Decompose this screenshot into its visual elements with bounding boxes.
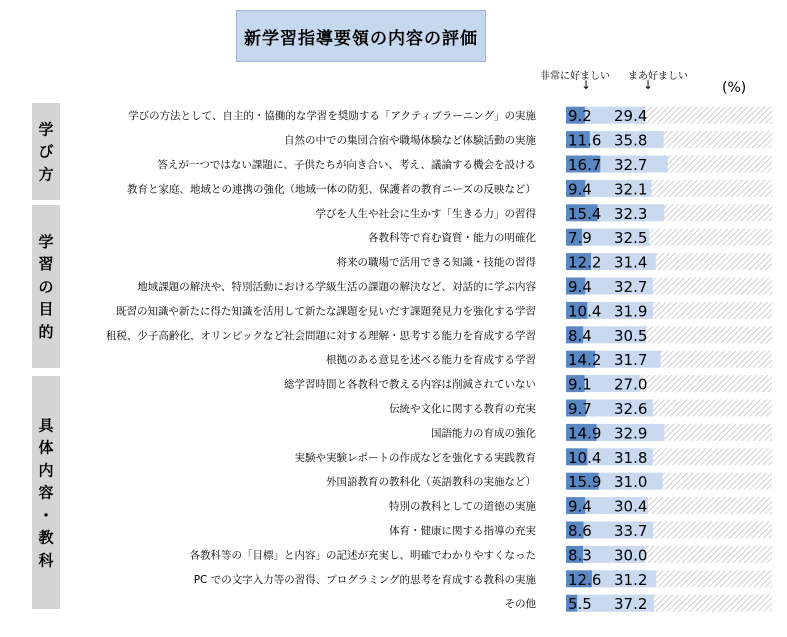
chart-title: 新学習指導要領の内容の評価 <box>236 10 486 62</box>
data-label-series2: 31.4 <box>614 253 648 272</box>
group-char: 内 <box>38 460 54 479</box>
legend-series1-label: 非常に好ましい <box>540 71 610 82</box>
group-char: の <box>38 277 54 296</box>
group-char: 具 <box>38 415 54 434</box>
legend-series2-arrow: ↓ <box>643 78 654 92</box>
category-label: 体育・健康に関する指導の充実 <box>389 525 536 537</box>
category-label: 教育と家庭、地域との連携の強化（地域一体の防犯、保護者の教育ニーズの反映など） <box>127 183 536 196</box>
category-label: 各教科等の「目標」と内容」の記述が充実し、明確でわかりやすくなった <box>189 549 536 562</box>
group-char: 科 <box>38 550 54 569</box>
data-label-series1: 10.4 <box>568 302 602 321</box>
data-label-series1: 8.4 <box>568 326 592 345</box>
category-label: 租税、少子高齢化、オリンピックなど社会問題に対する理解・思考する能力を育成する学習 <box>105 329 536 342</box>
category-label: 学びを人生や社会に生かす「生きる力」の習得 <box>315 207 536 220</box>
data-label-series1: 15.9 <box>568 473 602 492</box>
data-label-series2: 31.2 <box>614 570 648 589</box>
data-label-series2: 30.0 <box>614 546 648 565</box>
category-label: 実験や実験レポートの作成などを強化する実践教育 <box>294 451 536 464</box>
group-char: 習 <box>38 254 54 273</box>
category-label: 既習の知識や新たに得た知識を活用して新たな課題を見いだす課題発見力を強化する学習 <box>116 305 536 318</box>
data-label-series2: 37.2 <box>614 595 648 614</box>
category-label: 答えが一つではない課題に、子供たちが向き合い、考え、議論する機会を設ける <box>157 159 536 171</box>
data-label-series2: 32.7 <box>614 278 648 296</box>
data-label-series1: 9.2 <box>568 107 592 126</box>
category-label: 伝統や文化に関する教育の充実 <box>389 403 536 415</box>
category-label: その他 <box>504 598 536 611</box>
data-label-series1: 8.6 <box>568 522 592 540</box>
group-char: 目 <box>38 299 54 318</box>
data-label-series1: 9.7 <box>568 400 592 418</box>
category-label: 各教科等で育む資質・能力の明確化 <box>368 232 536 245</box>
data-label-series2: 32.7 <box>614 156 648 174</box>
category-label: 特別の教科としての道徳の実施 <box>389 500 536 513</box>
data-label-series2: 29.4 <box>614 107 648 126</box>
data-label-series2: 31.8 <box>614 448 648 467</box>
category-label: 自然の中での集団合宿や職場体験など体験活動の実施 <box>284 134 536 147</box>
data-label-series2: 31.0 <box>614 473 648 492</box>
data-label-series2: 31.7 <box>614 351 648 370</box>
category-label: 国語能力の育成の強化 <box>431 427 536 440</box>
data-label-series1: 14.9 <box>568 424 602 443</box>
category-label: 学びの方法として、自主的・協働的な学習を奨励する「アクティブラーニング」の実施 <box>128 110 536 123</box>
data-label-series1: 12.2 <box>568 253 602 272</box>
data-label-series2: 31.9 <box>614 302 648 321</box>
data-label-series2: 35.8 <box>614 131 648 150</box>
group-char: ・ <box>38 505 54 524</box>
data-label-series1: 16.7 <box>568 156 602 174</box>
category-label: 根拠のある意見を述べる能力を育成する学習 <box>326 354 536 367</box>
group-char: 的 <box>38 322 54 341</box>
data-label-series2: 32.9 <box>614 424 648 443</box>
unit-label: (%) <box>722 80 747 96</box>
data-label-series1: 14.2 <box>568 351 602 370</box>
category-label: 将来の職場で活用できる知識・技能の習得 <box>336 256 536 269</box>
legend-series1-arrow: ↓ <box>581 78 592 92</box>
data-label-series1: 12.6 <box>568 570 602 589</box>
data-label-series2: 33.7 <box>614 522 648 540</box>
data-label-series2: 27.0 <box>614 375 648 394</box>
data-label-series1: 8.3 <box>568 546 592 565</box>
data-label-series1: 11.6 <box>568 131 602 150</box>
category-label: 総学習時間と各教科で教える内容は削減されていない <box>284 378 536 391</box>
group-char: 学 <box>38 232 54 251</box>
legend-series2-label: まあ好ましい <box>628 71 688 82</box>
category-label: PC での文字入力等の習得、プログラミング的思考を育成する教科の実施 <box>193 573 536 586</box>
data-label-series2: 30.4 <box>614 497 648 516</box>
data-label-series1: 9.4 <box>568 278 592 296</box>
group-char: 容 <box>38 483 54 502</box>
data-label-series2: 32.5 <box>614 229 648 248</box>
data-label-series1: 9.4 <box>568 497 592 516</box>
group-char: 教 <box>38 528 54 547</box>
data-label-series2: 30.5 <box>614 326 648 345</box>
data-label-series1: 7.9 <box>568 229 592 248</box>
category-label: 外国語教育の教科化（英語教科の実施など） <box>326 476 536 489</box>
data-label-series1: 5.5 <box>568 595 592 614</box>
data-label-series1: 15.4 <box>568 204 602 223</box>
data-label-series2: 32.3 <box>614 204 648 223</box>
category-label: 地域課題の解決や、特別活動における学級生活の課題の解決など、対話的に学ぶ内容 <box>137 281 536 293</box>
data-label-series2: 32.1 <box>614 180 648 199</box>
data-label-series1: 9.4 <box>568 180 592 199</box>
group-char: 学 <box>38 119 54 138</box>
data-label-series2: 32.6 <box>614 400 648 418</box>
group-char: 方 <box>38 164 54 183</box>
data-label-series1: 10.4 <box>568 448 602 467</box>
group-char: び <box>38 142 54 161</box>
group-char: 体 <box>38 438 54 457</box>
data-label-series1: 9.1 <box>568 375 592 394</box>
